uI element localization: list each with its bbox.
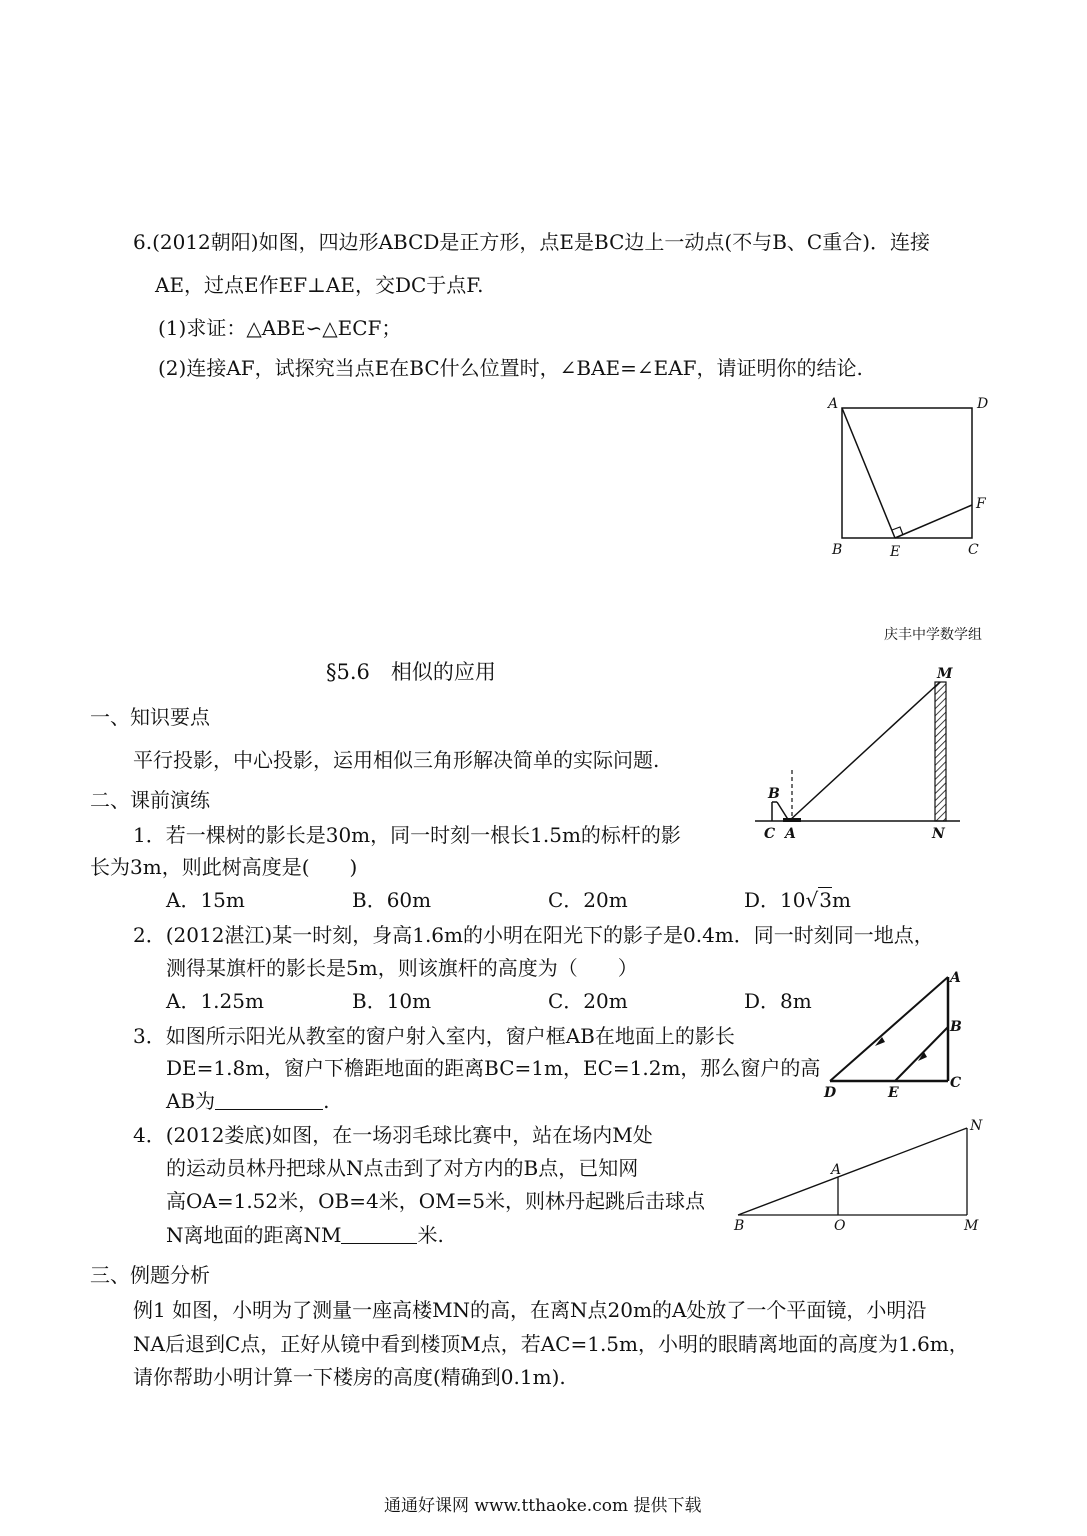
header-right: 庆丰中学数学组	[884, 627, 982, 643]
p1-line1: 1．若一棵树的影长是30m，同一时刻一根长1.5m的标杆的影	[133, 823, 681, 847]
p1-option-d	[744, 890, 851, 910]
square-figure	[820, 390, 1000, 565]
p3-line2: DE=1.8m，窗户下檐距地面的距离BC=1m，EC=1.2m，那么窗户的高	[166, 1056, 821, 1080]
p1-option-d-prefix: D．10	[744, 888, 806, 912]
mirror	[783, 818, 801, 822]
p4-line4-prefix: N离地面的距离NM	[166, 1223, 342, 1247]
p4-line4-suffix: 米.	[417, 1223, 444, 1247]
q6-part2: (2)连接AF，试探究当点E在BC什么位置时，∠BAE=∠EAF，请证明你的结论.	[158, 356, 863, 380]
square-abcd	[842, 408, 972, 538]
p3-line1: 3．如图所示阳光从教室的窗户射入室内，窗户框AB在地面上的影长	[133, 1024, 735, 1048]
segment-ef	[895, 505, 972, 538]
building-mn	[935, 682, 946, 821]
p1-option-a: A．15m	[166, 888, 245, 912]
segment-ae	[842, 408, 895, 538]
label-c: C	[968, 542, 979, 558]
mirror-figure	[755, 662, 970, 842]
label-c3: C	[950, 1075, 962, 1091]
p1-option-c: C．20m	[548, 888, 628, 912]
label-a3: A	[950, 970, 961, 986]
label-c2: C	[764, 826, 776, 842]
p2-line2: 测得某旗杆的影长是5m，则该旗杆的高度为（ ）	[166, 956, 638, 980]
p1-option-d-unit: m	[831, 888, 851, 912]
p4-answer-blank[interactable]	[341, 1225, 417, 1244]
example1-line3: 请你帮助小明计算一下楼房的高度(精确到0.1m).	[133, 1365, 566, 1389]
p1-line2: 长为3m，则此树高度是( )	[90, 855, 358, 879]
badminton-figure	[730, 1118, 990, 1238]
p4-line3: 高OA=1.52米，OB=4米，OM=5米，则林丹起跳后击球点	[166, 1189, 706, 1213]
sqrt-symbol: √3	[805, 888, 832, 912]
section1-body: 平行投影，中心投影，运用相似三角形解决简单的实际问题.	[133, 748, 660, 772]
label-o4: O	[834, 1218, 846, 1234]
label-a: A	[828, 396, 839, 412]
q6-line1: 6.(2012朝阳)如图，四边形ABCD是正方形，点E是BC边上一动点(不与B、C重合)．连接	[133, 230, 931, 254]
p4-line2: 的运动员林丹把球从N点击到了对方内的B点，已知网	[166, 1156, 639, 1180]
label-d3: D	[824, 1085, 837, 1101]
p3-line3	[166, 1091, 330, 1111]
label-m: M	[937, 666, 953, 682]
p2-option-d: D．8m	[744, 989, 812, 1013]
label-b3: B	[950, 1019, 962, 1035]
example1-line2: NA后退到C点，正好从镜中看到楼顶M点，若AC=1.5m，小明的眼睛离地面的高度为1.6m，	[133, 1332, 969, 1356]
ball-path-bn	[738, 1128, 967, 1215]
label-e: E	[890, 544, 901, 560]
label-n4: N	[970, 1118, 983, 1134]
p4-line4	[166, 1225, 444, 1245]
p1-option-d-radicand: 3	[819, 888, 832, 912]
label-a4: A	[831, 1162, 842, 1178]
arrow-ad	[875, 1037, 885, 1046]
p4-line1: 4．(2012娄底)如图，在一场羽毛球比赛中，站在场内M处	[133, 1123, 653, 1147]
p2-line1: 2．(2012湛江)某一时刻，身高1.6m的小明在阳光下的影子是0.4m．同一时刻同一地点，	[133, 923, 934, 947]
p3-line3-suffix: .	[323, 1089, 330, 1113]
window-figure	[820, 960, 970, 1105]
section3-title: 三、例题分析	[90, 1263, 210, 1287]
ray-am	[789, 682, 940, 821]
label-b4: B	[734, 1218, 745, 1234]
section1-title: 一、知识要点	[90, 705, 210, 729]
label-d: D	[977, 396, 989, 412]
label-b: B	[832, 542, 843, 558]
example1-line1: 例1 如图，小明为了测量一座高楼MN的高，在离N点20m的A处放了一个平面镜，小明沿	[133, 1298, 927, 1322]
p1-option-b: B．60m	[352, 888, 432, 912]
section2-title: 二、课前演练	[90, 788, 210, 812]
label-f: F	[976, 496, 986, 512]
label-m4: M	[964, 1218, 979, 1234]
ray-be	[895, 1027, 948, 1081]
p3-answer-blank[interactable]	[215, 1091, 323, 1110]
p2-option-a: A．1.25m	[166, 989, 264, 1013]
p2-option-c: C．20m	[548, 989, 628, 1013]
label-e3: E	[888, 1085, 899, 1101]
footer: 通通好课网 www.tthaoke.com 提供下载	[384, 1496, 702, 1516]
label-b2: B	[768, 786, 780, 802]
ray-ad	[830, 977, 948, 1081]
p2-option-b: B．10m	[352, 989, 432, 1013]
q6-line2: AE，过点E作EF⊥AE，交DC于点F.	[155, 273, 484, 297]
p3-line3-prefix: AB为	[166, 1089, 216, 1113]
label-n2: N	[932, 826, 945, 842]
q6-part1: (1)求证：△ABE∽△ECF；	[158, 316, 402, 340]
section-title: §5.6 相似的应用	[326, 660, 496, 684]
label-a2: A	[785, 826, 796, 842]
